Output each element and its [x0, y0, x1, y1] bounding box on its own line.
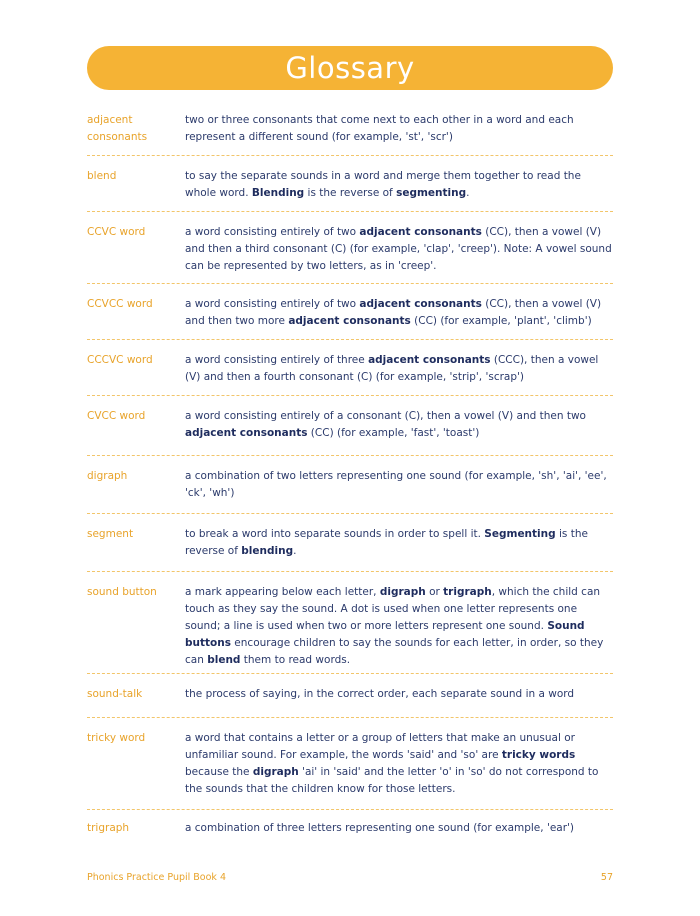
- definition-text: is the reverse of: [185, 528, 588, 557]
- definition-text: 'ai' in 'said' and the letter 'o' in 'so' do not correspond to the sounds that the children know for those letters.: [185, 766, 599, 795]
- definition-text: (CC) (for example, 'plant', 'climb'): [410, 315, 592, 327]
- glossary-definition: [185, 584, 613, 673]
- glossary-term: tricky word: [87, 732, 146, 744]
- definition-text: a combination of two letters representing one sound (for example, 'sh', 'ai', 'ee', 'ck', 'wh'): [185, 470, 607, 499]
- glossary-entry: [87, 730, 613, 810]
- glossary-definition: [185, 686, 613, 717]
- glossary-entry: [87, 526, 613, 572]
- definition-text: two or three consonants that come next to each other in a word and each represent a different sound (for example, 'st', 'scr'): [185, 114, 574, 143]
- glossary-entry: [87, 112, 613, 156]
- bold-term: adjacent consonants: [185, 427, 308, 439]
- glossary-term: segment: [87, 528, 134, 540]
- glossary-term: blend: [87, 170, 117, 182]
- bold-term: adjacent consonants: [359, 298, 482, 310]
- glossary-term: digraph: [87, 470, 128, 482]
- glossary-term: CVCC word: [87, 410, 146, 422]
- definition-text: (CC) (for example, 'fast', 'toast'): [307, 427, 480, 439]
- definition-text: encourage children to say the sounds for each letter, in order, so they can: [185, 637, 604, 666]
- definition-text: a mark appearing below each letter,: [185, 586, 380, 598]
- definition-text: a word consisting entirely of three: [185, 354, 369, 366]
- glossary-entry: [87, 168, 613, 212]
- bold-term: trigraph: [443, 586, 492, 598]
- glossary-definition: [185, 352, 613, 395]
- glossary-header: [87, 46, 613, 90]
- definition-text: a word that contains a letter or a group of letters that make an unusual or unfamiliar sound. For example, the words 'said' and 'so' are: [185, 732, 575, 761]
- glossary-entry: [87, 224, 613, 284]
- glossary-entry: [87, 352, 613, 396]
- glossary-definition: [185, 112, 613, 155]
- definition-text: or: [425, 586, 444, 598]
- definition-text: a word consisting entirely of two: [185, 226, 360, 238]
- bold-term: adjacent consonants: [359, 226, 482, 238]
- definition-text: the process of saying, in the correct order, each separate sound in a word: [185, 688, 575, 700]
- definition-text: (CC), then a vowel (V) and then a third consonant (C) (for example, 'clap', 'creep'). Note: A vowel sound can be represented by two letters, as in 'creep'.: [185, 226, 612, 272]
- glossary-entry: [87, 686, 613, 718]
- glossary-term: CCVC word: [87, 226, 146, 238]
- bold-term: tricky words: [501, 749, 576, 761]
- definition-text: to say the separate sounds in a word and merge them together to read the whole word.: [185, 170, 581, 199]
- bold-term: adjacent consonants: [368, 354, 491, 366]
- definition-text: , which the child can touch as they say the sound. A dot is used when one letter represents one sound; a line is used when two or more letters represent one sound.: [185, 586, 601, 632]
- definition-text: .: [466, 187, 470, 199]
- glossary-definition: [185, 408, 613, 455]
- bold-term: blending: [241, 545, 294, 557]
- glossary-entry: [87, 408, 613, 456]
- glossary-term: sound button: [87, 586, 157, 598]
- glossary-term: CCVCC word: [87, 298, 153, 310]
- definition-text: (CC), then a vowel (V) and then two more: [185, 298, 602, 327]
- bold-term: adjacent consonants: [288, 315, 411, 327]
- glossary-definition: [185, 296, 613, 339]
- glossary-definition: [185, 468, 613, 513]
- book-title-footer: Phonics Practice Pupil Book 4: [87, 872, 226, 883]
- glossary-definition: [185, 820, 613, 844]
- glossary-term: trigraph: [87, 822, 130, 834]
- definition-text: because the: [185, 766, 253, 778]
- glossary-definition: [185, 526, 613, 571]
- glossary-entry: [87, 820, 613, 844]
- page-number: 57: [600, 872, 613, 883]
- bold-term: blend: [207, 654, 241, 666]
- definition-text: .: [293, 545, 297, 557]
- bold-term: digraph: [252, 766, 299, 778]
- glossary-entry: [87, 296, 613, 340]
- bold-term: Segmenting: [484, 528, 556, 540]
- glossary-term: sound-talk: [87, 688, 143, 700]
- definition-text: a word consisting entirely of two: [185, 298, 360, 310]
- glossary-definition: [185, 224, 613, 283]
- bold-term: Sound buttons: [185, 620, 585, 649]
- definition-text: (CCC), then a vowel (V) and then a fourth consonant (C) (for example, 'strip', 'scrap'): [185, 354, 599, 383]
- page-title: Glossary: [285, 51, 415, 85]
- glossary-term: CCCVC word: [87, 354, 153, 366]
- glossary-definition: [185, 730, 613, 809]
- definition-text: them to read words.: [240, 654, 351, 666]
- definition-text: a word consisting entirely of a consonant (C), then a vowel (V) and then two: [185, 410, 586, 422]
- definition-text: a combination of three letters representing one sound (for example, 'ear'): [185, 822, 575, 834]
- bold-term: segmenting: [396, 187, 467, 199]
- glossary-entry: [87, 468, 613, 514]
- glossary-entry: [87, 584, 613, 674]
- bold-term: digraph: [379, 586, 426, 598]
- bold-term: Blending: [251, 187, 305, 199]
- glossary-term: adjacent consonants: [87, 114, 148, 143]
- definition-text: is the reverse of: [304, 187, 397, 199]
- definition-text: to break a word into separate sounds in order to spell it.: [185, 528, 485, 540]
- glossary-definition: [185, 168, 613, 211]
